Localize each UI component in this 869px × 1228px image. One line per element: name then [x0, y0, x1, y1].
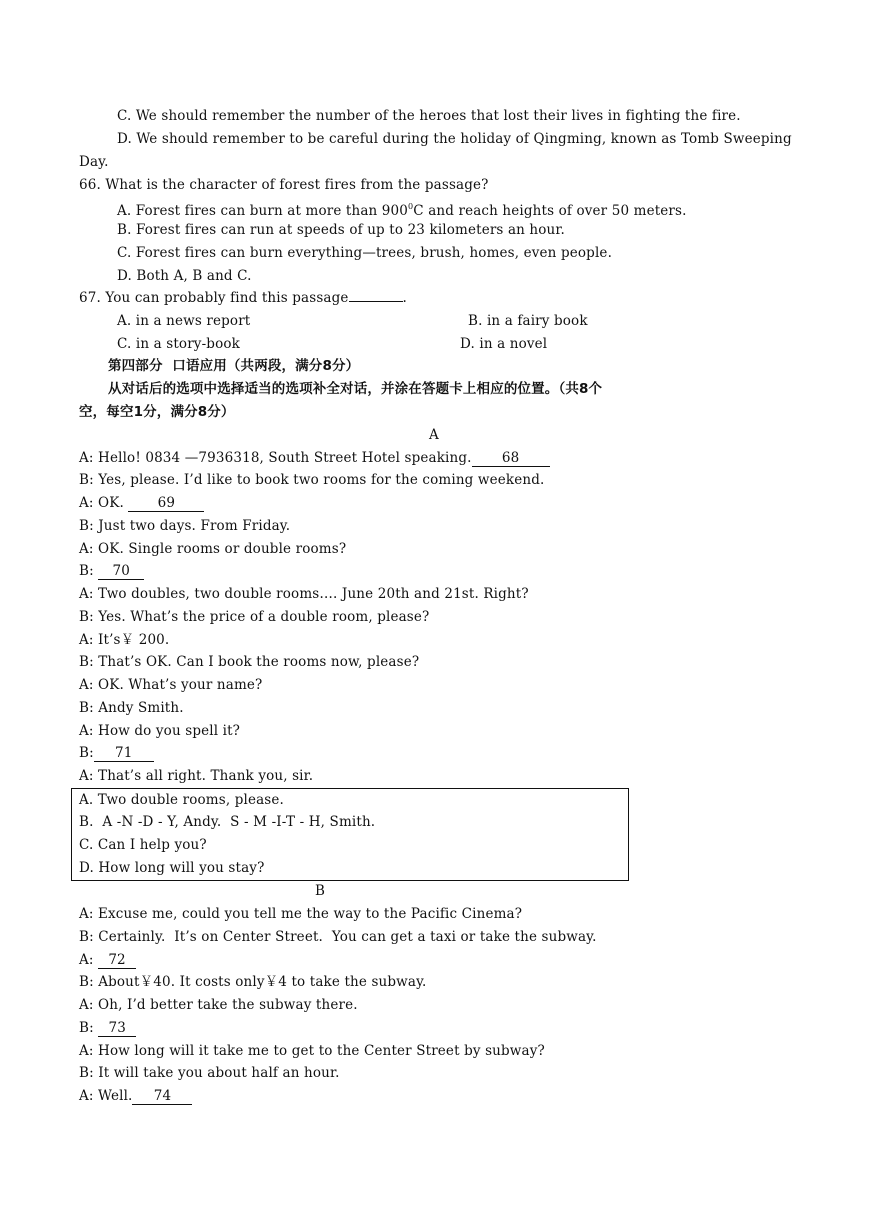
- dialog-a-line: A: OK. Single rooms or double rooms?: [79, 541, 347, 557]
- dialog-b-line: A: Well. 74: [79, 1087, 192, 1105]
- blank-73: 73: [98, 1021, 136, 1037]
- part4-heading: 第四部分 口语应用（共两段，满分8分）: [108, 358, 360, 374]
- dialog-a-line: B: Yes. What’s the price of a double room, please?: [79, 609, 430, 625]
- dialog-b-line: B: 73: [79, 1019, 136, 1037]
- degree-superscript: 0: [408, 202, 414, 211]
- dialog-a-line: A: It’s￥ 200.: [79, 632, 170, 648]
- q67-blank: [349, 301, 403, 302]
- dialog-a-line: B: Yes, please. I’d like to book two rooms for the coming weekend.: [79, 472, 545, 488]
- option-b: B. A -N -D - Y, Andy. S - M -I-T - H, Smith.: [79, 814, 376, 830]
- blank-68: 68: [472, 451, 550, 467]
- dialog-a-line: A: How do you spell it?: [79, 723, 241, 739]
- q66-stem: 66. What is the character of forest fires from the passage?: [79, 177, 489, 193]
- blank-74: 74: [132, 1089, 192, 1105]
- q65-option-d: D. We should remember to be careful during the holiday of Qingming, known as Tomb Sweeping: [117, 131, 792, 147]
- dialog-b-title: B: [315, 883, 326, 899]
- q66-option-b: B. Forest fires can run at speeds of up to 23 kilometers an hour.: [117, 222, 565, 238]
- blank-72: 72: [98, 953, 136, 969]
- q67-option-b: B. in a fairy book: [468, 313, 588, 329]
- dialog-a-line: B: Andy Smith.: [79, 700, 184, 716]
- q65-option-d-wrap: Day.: [79, 154, 109, 170]
- dialog-b-line: A: Excuse me, could you tell me the way to the Pacific Cinema?: [79, 906, 523, 922]
- dialog-a-line: B: Just two days. From Friday.: [79, 518, 291, 534]
- dialog-a-line: A: OK. 69: [79, 494, 204, 512]
- option-a: A. Two double rooms, please.: [79, 792, 284, 808]
- q67-option-d: D. in a novel: [460, 336, 548, 352]
- q67-stem: 67. You can probably find this passage .: [79, 290, 407, 306]
- blank-70: 70: [98, 564, 144, 580]
- dialog-a-line: A: That’s all right. Thank you, sir.: [79, 768, 314, 784]
- dialog-b-line: A: 72: [79, 951, 136, 969]
- dialog-b-line: A: Oh, I’d better take the subway there.: [79, 997, 358, 1013]
- part4-instructions-wrap: 空，每空1分，满分8分）: [79, 404, 235, 420]
- option-c: C. Can I help you?: [79, 837, 207, 853]
- dialog-a-line: B: That’s OK. Can I book the rooms now, please?: [79, 654, 420, 670]
- blank-69: 69: [128, 496, 204, 512]
- dialog-b-line: B: It will take you about half an hour.: [79, 1065, 340, 1081]
- dialog-a-title: A: [429, 427, 439, 443]
- dialog-a-line: A: Two doubles, two double rooms…. June 20th and 21st. Right?: [79, 586, 529, 602]
- q67-option-a: A. in a news report: [117, 313, 251, 329]
- dialog-b-line: B: Certainly. It’s on Center Street. You can get a taxi or take the subway.: [79, 929, 597, 945]
- blank-71: 71: [94, 746, 154, 762]
- q67-option-c: C. in a story-book: [117, 336, 240, 352]
- dialog-a-line: A: OK. What’s your name?: [79, 677, 263, 693]
- dialog-a-line: B: 70: [79, 562, 144, 580]
- dialog-b-line: B: About￥40. It costs only￥4 to take the subway.: [79, 974, 427, 990]
- dialog-b-line: A: How long will it take me to get to the Center Street by subway?: [79, 1043, 545, 1059]
- q66-option-d: D. Both A, B and C.: [117, 268, 252, 284]
- q66-option-a: A. Forest fires can burn at more than $900^0C$ and reach heights of over 50 meters.: [117, 202, 687, 219]
- dialog-a-line: A: Hello! 0834 —7936318, South Street Hotel speaking. 68: [79, 449, 550, 467]
- q65-option-c: C. We should remember the number of the heroes that lost their lives in fighting the fire.: [117, 108, 741, 124]
- option-d: D. How long will you stay?: [79, 860, 265, 876]
- q66-option-c: C. Forest fires can burn everything—trees, brush, homes, even people.: [117, 245, 613, 261]
- dialog-a-line: B: 71: [79, 744, 154, 762]
- part4-instructions: 从对话后的选项中选择适当的选项补全对话，并涂在答题卡上相应的位置。（共8个: [108, 381, 603, 397]
